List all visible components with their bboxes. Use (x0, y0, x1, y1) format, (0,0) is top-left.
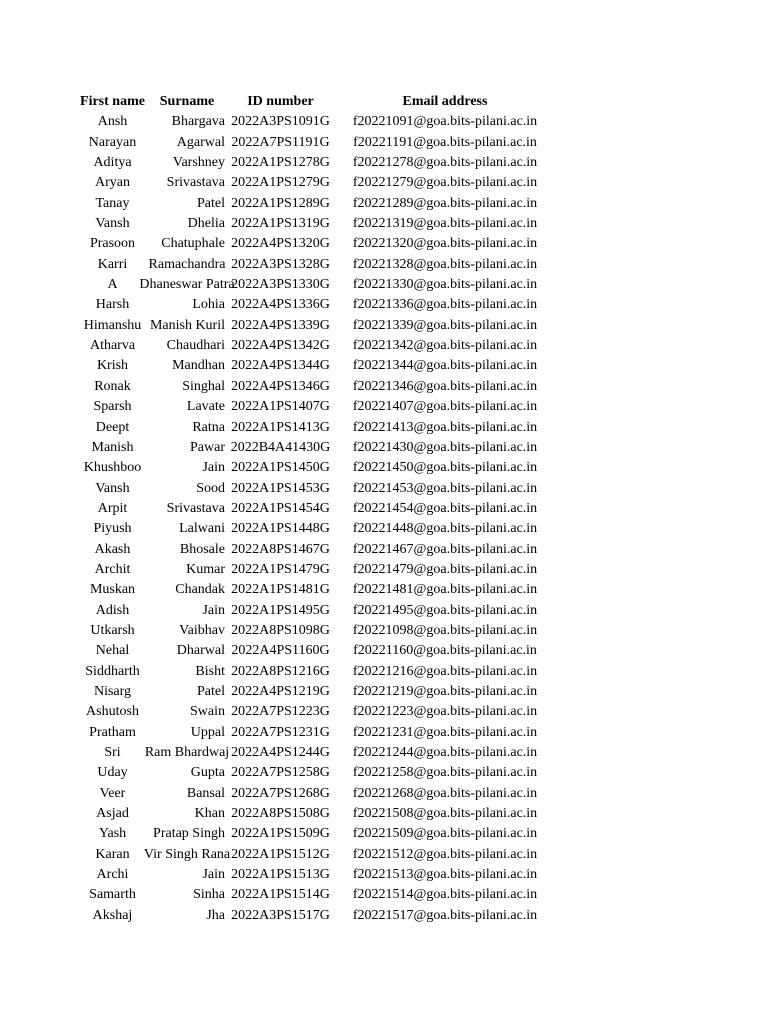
cell-first-name: Uday (97, 765, 128, 781)
cell-id-number: 2022A4PS1320G (231, 236, 330, 252)
cell-surname (149, 133, 225, 153)
table-row (76, 519, 554, 539)
cell-id-number: 2022A4PS1344G (231, 358, 330, 374)
table-row (76, 702, 554, 722)
table-row (76, 438, 554, 458)
cell-id-number: 2022A1PS1450G (231, 460, 330, 476)
cell-id-number: 2022A4PS1244G (231, 745, 330, 760)
cell-surname-text: Sinha (193, 887, 225, 903)
cell-id-number: 2022A4PS1219G (231, 683, 330, 699)
table-row (76, 397, 554, 417)
cell-surname (149, 906, 225, 926)
table-row (76, 479, 554, 499)
cell-email-address: f20221191@goa.bits-pilani.ac.in (353, 134, 537, 150)
cell-first-name: Utkarsh (90, 622, 135, 638)
table-row (76, 662, 554, 682)
cell-first-name: Veer (99, 785, 126, 801)
cell-email-address: f20221336@goa.bits-pilani.ac.in (352, 297, 538, 313)
cell-surname (149, 295, 225, 315)
table-row (76, 621, 554, 641)
header-surname: Surname (159, 94, 215, 109)
cell-surname (149, 824, 225, 844)
cell-surname-text: Sood (196, 480, 225, 496)
cell-first-name: Samarth (89, 887, 136, 903)
cell-surname-text: Uppal (190, 724, 225, 740)
cell-surname (144, 743, 230, 763)
cell-surname (149, 601, 225, 621)
cell-email-address: f20221258@goa.bits-pilani.ac.in (352, 765, 538, 781)
cell-email-address: f20221223@goa.bits-pilani.ac.in (352, 704, 538, 720)
cell-surname-text: Bhosale (179, 541, 225, 557)
cell-id-number: 2022A8PS1216G (231, 663, 330, 679)
cell-first-name: Harsh (95, 297, 130, 313)
cell-first-name: Archit (94, 561, 131, 577)
cell-id-number: 2022B4A41430G (230, 439, 331, 455)
cell-email-address: f20221219@goa.bits-pilani.ac.in (352, 683, 538, 699)
cell-id-number: 2022A1PS1413G (231, 419, 330, 435)
cell-surname (149, 519, 225, 539)
cell-first-name: A (107, 277, 118, 293)
table-row (76, 784, 554, 804)
table-row (76, 682, 554, 702)
cell-email-address: f20221514@goa.bits-pilani.ac.in (352, 887, 538, 903)
cell-surname-text: Pawar (190, 439, 225, 455)
cell-surname-text: Khan (194, 806, 225, 822)
cell-first-name: Atharva (89, 338, 136, 354)
cell-first-name: Ansh (97, 114, 128, 130)
cell-surname-text: Gupta (190, 765, 225, 781)
cell-id-number: 2022A7PS1231G (231, 724, 330, 740)
table-row (76, 906, 554, 926)
cell-email-address: f20221328@goa.bits-pilani.ac.in (352, 256, 538, 272)
cell-first-name: Nehal (95, 643, 130, 659)
cell-surname (149, 153, 225, 173)
cell-id-number: 2022A1PS1319G (231, 216, 330, 232)
cell-email-address: f20221342@goa.bits-pilani.ac.in (352, 338, 538, 354)
cell-email-address: f20221346@goa.bits-pilani.ac.in (352, 378, 538, 394)
table-row (76, 153, 554, 173)
cell-first-name: Muskan (89, 582, 136, 598)
cell-surname (149, 214, 225, 234)
cell-email-address: f20221495@goa.bits-pilani.ac.in (352, 602, 538, 618)
cell-first-name: Karri (97, 256, 128, 272)
cell-surname-text: Chatuphale (161, 236, 225, 252)
cell-id-number: 2022A7PS1268G (231, 785, 330, 801)
cell-surname (149, 438, 225, 458)
cell-surname-text: Swain (190, 704, 225, 720)
cell-surname-text: Dhaneswar Patra (139, 277, 235, 293)
cell-email-address: f20221448@goa.bits-pilani.ac.in (352, 521, 538, 537)
cell-email-address: f20221450@goa.bits-pilani.ac.in (352, 460, 538, 476)
cell-surname (149, 499, 225, 519)
table-row (76, 845, 554, 865)
cell-surname-text: Bisht (195, 663, 225, 679)
table-row (76, 194, 554, 214)
cell-id-number: 2022A1PS1512G (231, 846, 330, 862)
cell-email-address: f20221509@goa.bits-pilani.ac.in (352, 826, 538, 842)
table-row (76, 173, 554, 193)
cell-first-name: Karan (95, 846, 130, 862)
header-row (76, 92, 554, 112)
cell-id-number: 2022A3PS1330G (231, 277, 330, 293)
header-id-number: ID number (247, 94, 314, 109)
cell-surname (149, 112, 225, 132)
cell-surname-text: Ram Bhardwaj (144, 745, 230, 760)
cell-surname-text: Chandak (175, 582, 225, 598)
cell-surname (149, 662, 225, 682)
table-row (76, 824, 554, 844)
cell-surname-text: Manish Kuril (149, 317, 225, 333)
cell-surname-text: Chaudhari (166, 338, 225, 354)
cell-surname-text: Varshney (172, 155, 225, 171)
cell-first-name: Arpit (97, 500, 128, 516)
cell-surname (149, 580, 225, 600)
cell-email-address: f20221160@goa.bits-pilani.ac.in (353, 643, 537, 659)
cell-email-address: f20221098@goa.bits-pilani.ac.in (352, 622, 538, 638)
cell-email-address: f20221454@goa.bits-pilani.ac.in (352, 500, 538, 516)
cell-surname-text: Kumar (186, 561, 225, 577)
cell-surname-text: Agarwal (176, 134, 225, 150)
cell-id-number: 2022A7PS1223G (231, 704, 330, 720)
cell-surname-text: Ramachandra (148, 256, 226, 272)
cell-surname-text: Ratna (192, 419, 225, 435)
cell-email-address: f20221289@goa.bits-pilani.ac.in (352, 195, 538, 211)
cell-id-number: 2022A4PS1342G (231, 338, 330, 354)
cell-id-number: 2022A1PS1479G (231, 561, 330, 577)
cell-surname-text: Srivastava (166, 175, 225, 191)
table-row (76, 112, 554, 132)
cell-surname-text: Jain (202, 602, 225, 618)
cell-surname (149, 560, 225, 580)
cell-surname-text: Mandhan (172, 358, 225, 374)
cell-id-number: 2022A3PS1091G (231, 114, 330, 130)
cell-surname (149, 702, 225, 722)
table-row (76, 865, 554, 885)
cell-first-name: Krish (96, 358, 129, 374)
table-row (76, 499, 554, 519)
cell-email-address: f20221244@goa.bits-pilani.ac.in (352, 745, 538, 760)
cell-surname-text: Vir Singh Rana (143, 846, 231, 862)
table-row (76, 234, 554, 254)
cell-first-name: Tanay (95, 195, 130, 211)
cell-email-address: f20221344@goa.bits-pilani.ac.in (352, 358, 538, 374)
cell-first-name: Narayan (88, 134, 137, 150)
cell-email-address: f20221413@goa.bits-pilani.ac.in (352, 419, 538, 435)
cell-surname (149, 885, 225, 905)
table-row (76, 458, 554, 478)
cell-surname (149, 540, 225, 560)
table-row (76, 723, 554, 743)
cell-surname-text: Patel (197, 683, 225, 699)
cell-id-number: 2022A1PS1481G (231, 582, 330, 598)
cell-id-number: 2022A1PS1495G (231, 602, 330, 618)
cell-surname (149, 336, 225, 356)
cell-surname (149, 255, 225, 275)
cell-surname (149, 418, 225, 438)
cell-surname (149, 723, 225, 743)
cell-email-address: f20221407@goa.bits-pilani.ac.in (352, 399, 538, 415)
cell-first-name: Ronak (94, 378, 131, 394)
table-row (76, 804, 554, 824)
header-first-name: First name (80, 94, 145, 109)
cell-first-name: Pratham (89, 724, 136, 740)
cell-id-number: 2022A4PS1160G (231, 643, 330, 659)
student-table (76, 92, 554, 926)
cell-email-address: f20221508@goa.bits-pilani.ac.in (352, 806, 538, 822)
cell-id-number: 2022A8PS1508G (231, 806, 330, 822)
cell-id-number: 2022A3PS1517G (231, 907, 330, 923)
cell-first-name: Akshaj (92, 907, 133, 923)
cell-surname (149, 804, 225, 824)
cell-surname (149, 458, 225, 478)
cell-email-address: f20221467@goa.bits-pilani.ac.in (352, 541, 538, 557)
cell-id-number: 2022A4PS1339G (231, 317, 330, 333)
cell-email-address: f20221091@goa.bits-pilani.ac.in (352, 114, 538, 130)
cell-first-name: Deept (95, 419, 130, 435)
cell-id-number: 2022A7PS1191G (231, 134, 330, 150)
cell-first-name: Vansh (95, 480, 130, 496)
cell-surname-text: Jain (202, 460, 225, 476)
cell-email-address: f20221330@goa.bits-pilani.ac.in (352, 277, 538, 293)
cell-first-name: Piyush (93, 521, 132, 537)
cell-surname-text: Vaibhav (179, 622, 225, 638)
cell-surname (149, 356, 225, 376)
cell-email-address: f20221268@goa.bits-pilani.ac.in (352, 785, 538, 801)
cell-id-number: 2022A1PS1513G (231, 867, 330, 883)
cell-surname-text: Bhargava (171, 114, 225, 130)
table-row (76, 641, 554, 661)
table-row (76, 275, 554, 295)
table-row (76, 255, 554, 275)
cell-surname (149, 621, 225, 641)
cell-surname-text: Lavate (186, 399, 225, 415)
cell-surname (149, 397, 225, 417)
cell-surname (149, 316, 225, 336)
cell-email-address: f20221278@goa.bits-pilani.ac.in (352, 155, 538, 171)
cell-surname (149, 784, 225, 804)
table-row (76, 377, 554, 397)
cell-surname (149, 865, 225, 885)
cell-first-name: Adish (95, 602, 130, 618)
cell-email-address: f20221517@goa.bits-pilani.ac.in (352, 907, 538, 923)
cell-surname (149, 641, 225, 661)
table-row (76, 418, 554, 438)
cell-first-name: Aryan (95, 175, 130, 191)
cell-id-number: 2022A4PS1336G (231, 297, 330, 313)
cell-email-address: f20221513@goa.bits-pilani.ac.in (352, 867, 538, 883)
table-row (76, 540, 554, 560)
cell-first-name: Himanshu (83, 317, 142, 333)
table-row (76, 763, 554, 783)
table-body (76, 112, 554, 926)
cell-surname (149, 763, 225, 783)
cell-id-number: 2022A1PS1407G (231, 399, 330, 415)
table-row (76, 601, 554, 621)
cell-first-name: Manish (91, 439, 134, 455)
cell-email-address: f20221339@goa.bits-pilani.ac.in (352, 317, 538, 333)
cell-id-number: 2022A3PS1328G (231, 256, 330, 272)
cell-first-name: Vansh (95, 216, 130, 232)
cell-email-address: f20221481@goa.bits-pilani.ac.in (352, 582, 538, 598)
cell-first-name: Sparsh (93, 399, 132, 415)
cell-surname (149, 234, 225, 254)
cell-email-address: f20221279@goa.bits-pilani.ac.in (352, 175, 538, 191)
cell-surname-text: Bansal (186, 785, 225, 801)
cell-email-address: f20221320@goa.bits-pilani.ac.in (352, 236, 538, 252)
table-row (76, 316, 554, 336)
cell-id-number: 2022A1PS1454G (231, 500, 330, 516)
cell-email-address: f20221453@goa.bits-pilani.ac.in (352, 480, 538, 496)
cell-email-address: f20221430@goa.bits-pilani.ac.in (352, 439, 538, 455)
cell-surname-text: Srivastava (166, 500, 225, 516)
cell-email-address: f20221479@goa.bits-pilani.ac.in (352, 561, 538, 577)
cell-first-name: Akash (94, 541, 131, 557)
header-email-address: Email address (402, 94, 488, 109)
table-row (76, 580, 554, 600)
table-row (76, 214, 554, 234)
cell-id-number: 2022A1PS1453G (231, 480, 330, 496)
cell-id-number: 2022A8PS1467G (231, 541, 330, 557)
cell-surname (139, 275, 235, 295)
cell-surname (149, 377, 225, 397)
cell-first-name: Sri (104, 745, 121, 760)
cell-first-name: Nisarg (93, 683, 132, 699)
cell-surname-text: Jha (206, 907, 225, 923)
cell-surname (149, 682, 225, 702)
cell-surname (149, 194, 225, 214)
cell-first-name: Aditya (93, 155, 132, 171)
cell-surname-text: Dharwal (176, 643, 225, 659)
table-header (76, 92, 554, 112)
table-row (76, 295, 554, 315)
cell-surname (143, 845, 231, 865)
cell-first-name: Siddharth (85, 663, 140, 679)
cell-first-name: Archi (96, 867, 129, 883)
table-row (76, 356, 554, 376)
table-row (76, 743, 554, 763)
cell-surname (149, 173, 225, 193)
cell-surname-text: Patel (197, 195, 225, 211)
table-row (76, 885, 554, 905)
cell-email-address: f20221231@goa.bits-pilani.ac.in (352, 724, 538, 740)
cell-first-name: Prasoon (89, 236, 136, 252)
cell-surname-text: Singhal (182, 378, 225, 394)
cell-first-name: Khushboo (83, 460, 142, 476)
cell-id-number: 2022A4PS1346G (231, 378, 330, 394)
cell-email-address: f20221319@goa.bits-pilani.ac.in (352, 216, 538, 232)
cell-id-number: 2022A7PS1258G (231, 765, 330, 781)
cell-surname-text: Lohia (192, 297, 225, 313)
cell-id-number: 2022A1PS1509G (231, 826, 330, 842)
cell-id-number: 2022A1PS1279G (231, 175, 330, 191)
cell-email-address: f20221512@goa.bits-pilani.ac.in (352, 846, 538, 862)
cell-id-number: 2022A1PS1278G (231, 155, 330, 171)
cell-first-name: Yash (98, 826, 127, 842)
cell-id-number: 2022A1PS1448G (231, 521, 330, 537)
cell-id-number: 2022A1PS1289G (231, 195, 330, 211)
cell-surname-text: Lalwani (179, 521, 225, 537)
cell-surname-text: Jain (202, 867, 225, 883)
table-row (76, 133, 554, 153)
cell-id-number: 2022A1PS1514G (231, 887, 330, 903)
cell-surname-text: Pratap Singh (153, 826, 225, 842)
table-row (76, 560, 554, 580)
cell-surname (149, 479, 225, 499)
cell-first-name: Ashutosh (86, 704, 139, 720)
cell-surname-text: Dhelia (187, 216, 225, 232)
cell-id-number: 2022A8PS1098G (231, 622, 330, 638)
cell-email-address: f20221216@goa.bits-pilani.ac.in (352, 663, 538, 679)
table-row (76, 336, 554, 356)
cell-first-name: Asjad (96, 806, 129, 822)
